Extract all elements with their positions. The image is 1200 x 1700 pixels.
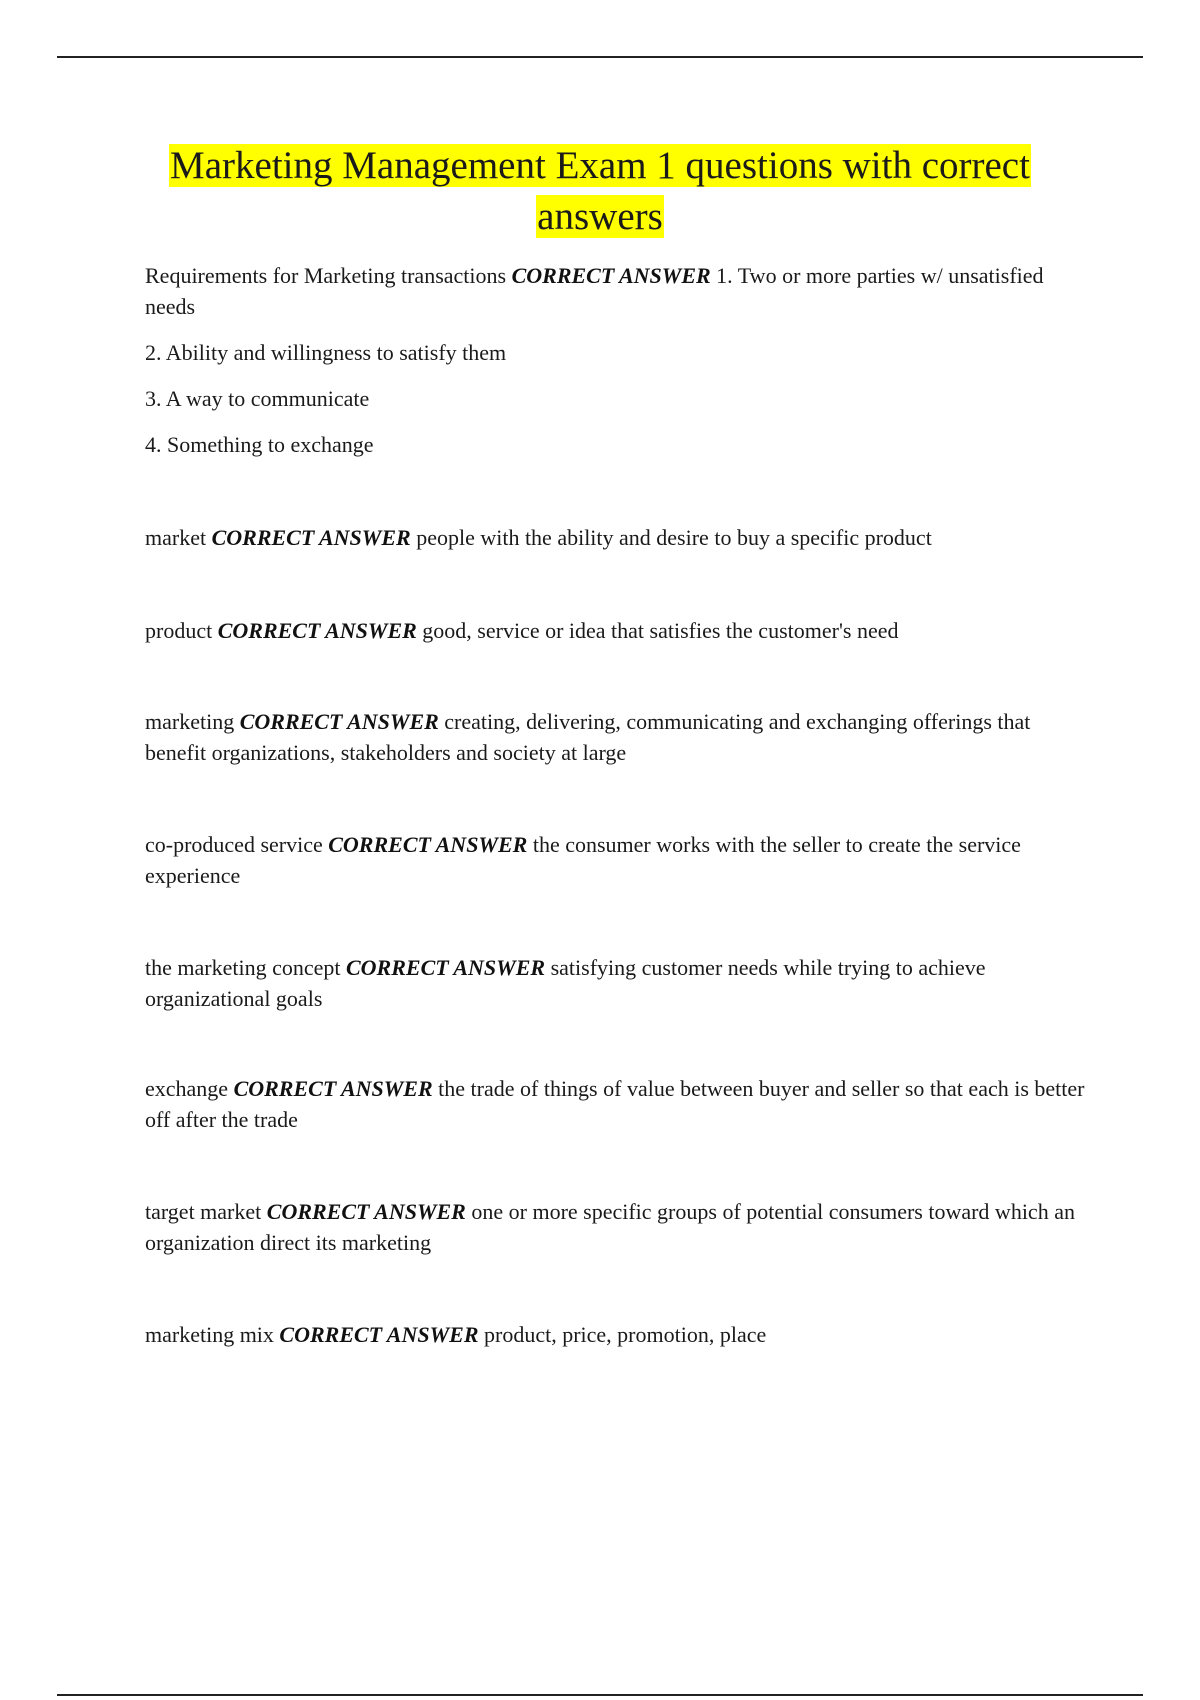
qa-entry-marketing-concept (145, 952, 1090, 1014)
entry-term: target market (145, 1199, 262, 1224)
entry-answer: creating, delivering, communicating and exchanging offerings that benefit organizations, stakeholders and society at large (145, 709, 1031, 765)
qa-entry-target-market (145, 1196, 1090, 1258)
correct-answer-marker: CORRECT ANSWER (279, 1322, 479, 1347)
entry-term: co-produced service (145, 832, 323, 857)
qa-entry-exchange (145, 1073, 1090, 1135)
correct-answer-marker: CORRECT ANSWER (511, 263, 711, 288)
qa-entry-market (145, 522, 1090, 553)
qa-entry-marketing-mix (145, 1319, 1090, 1350)
qa-entry-product (145, 615, 1090, 646)
document-title (120, 140, 1080, 242)
qa-entry-marketing (145, 706, 1090, 768)
top-rule (57, 56, 1143, 58)
entry-answer: satisfying customer needs while trying to achieve organizational goals (145, 955, 986, 1011)
title-highlight: Marketing Management Exam 1 questions with correct answers (170, 144, 1030, 238)
qa-entry-co-produced-service (145, 829, 1090, 891)
entry-answer: good, service or idea that satisfies the customer's need (422, 618, 899, 643)
qa-entry-requirements (145, 260, 1090, 322)
correct-answer-marker: CORRECT ANSWER (266, 1199, 466, 1224)
entry-term: marketing (145, 709, 235, 734)
list-item: 3. A way to communicate (145, 386, 370, 411)
correct-answer-marker: CORRECT ANSWER (345, 955, 546, 980)
entry-term: marketing mix (145, 1322, 274, 1347)
entry-answer: the trade of things of value between buyer and seller so that each is better off after the trade (145, 1076, 1085, 1132)
entry-term: market (145, 525, 207, 550)
entry-answer: one or more specific groups of potential consumers toward which an organization direct its marketing (145, 1199, 1075, 1255)
correct-answer-marker: CORRECT ANSWER (233, 1076, 433, 1101)
entry-answer: 1. Two or more parties w/ unsatisfied needs (145, 263, 1044, 319)
correct-answer-marker: CORRECT ANSWER (217, 618, 417, 643)
correct-answer-marker: CORRECT ANSWER (211, 525, 411, 550)
entry-answer: the consumer works with the seller to create the service experience (145, 832, 1021, 888)
correct-answer-marker: CORRECT ANSWER (328, 832, 528, 857)
entry-term: the marketing concept (145, 955, 341, 980)
entry-term: Requirements for Marketing transactions (145, 263, 507, 288)
entry-term: product (145, 618, 213, 643)
correct-answer-marker: CORRECT ANSWER (239, 709, 439, 734)
entry-answer: product, price, promotion, place (484, 1322, 767, 1347)
list-item: 2. Ability and willingness to satisfy them (145, 340, 507, 365)
entry-term: exchange (145, 1076, 229, 1101)
bottom-rule (57, 1694, 1143, 1696)
list-item: 4. Something to exchange (145, 432, 374, 457)
entry-answer: people with the ability and desire to buy a specific product (416, 525, 932, 550)
